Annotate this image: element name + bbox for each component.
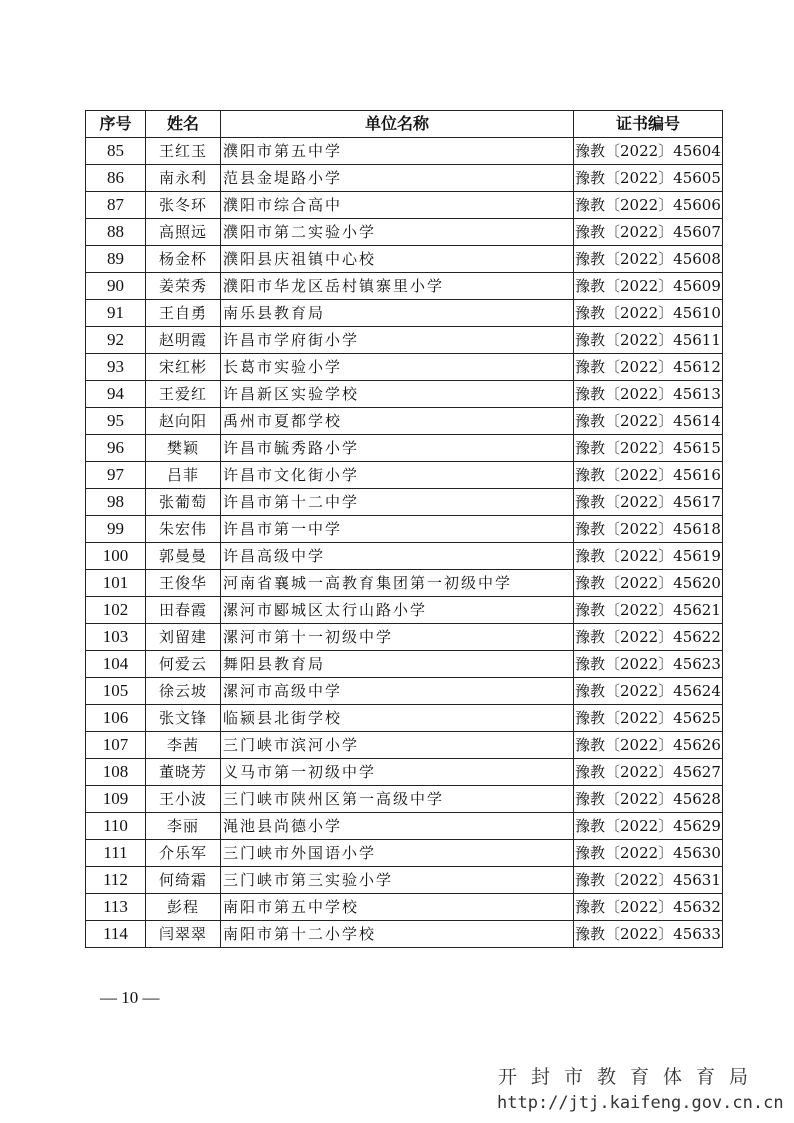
table-row xyxy=(86,651,723,678)
table-row xyxy=(86,219,723,246)
index-cell: 92 xyxy=(86,327,146,354)
name-cell: 高照远 xyxy=(146,219,221,246)
index-cell: 107 xyxy=(86,732,146,759)
name-cell: 彭程 xyxy=(146,894,221,921)
table-row xyxy=(86,894,723,921)
cert-no-cell: 豫教〔2022〕45604 xyxy=(574,138,723,165)
unit-cell: 舞阳县教育局 xyxy=(221,651,574,678)
cert-no-cell: 豫教〔2022〕45608 xyxy=(574,246,723,273)
cert-no-cell: 豫教〔2022〕45615 xyxy=(574,435,723,462)
table-row xyxy=(86,246,723,273)
unit-cell: 漯河市高级中学 xyxy=(221,678,574,705)
index-cell: 94 xyxy=(86,381,146,408)
cert-no-cell: 豫教〔2022〕45613 xyxy=(574,381,723,408)
index-cell: 112 xyxy=(86,867,146,894)
watermark-org: 开封市教育体育局 xyxy=(498,1066,763,1088)
index-cell: 103 xyxy=(86,624,146,651)
cert-no-cell: 豫教〔2022〕45609 xyxy=(574,273,723,300)
index-cell: 113 xyxy=(86,894,146,921)
table-row xyxy=(86,732,723,759)
name-cell: 王小波 xyxy=(146,786,221,813)
cert-no-cell: 豫教〔2022〕45611 xyxy=(574,327,723,354)
unit-cell: 三门峡市陕州区第一高级中学 xyxy=(221,786,574,813)
name-cell: 杨金杯 xyxy=(146,246,221,273)
name-cell: 李丽 xyxy=(146,813,221,840)
watermark-url: http://jtj.kaifeng.gov.cn.cn xyxy=(497,1093,784,1113)
index-cell: 98 xyxy=(86,489,146,516)
unit-cell: 三门峡市滨河小学 xyxy=(221,732,574,759)
table-row xyxy=(86,327,723,354)
unit-cell: 南阳市第十二小学校 xyxy=(221,921,574,948)
certificate-table xyxy=(85,110,723,948)
name-cell: 赵向阳 xyxy=(146,408,221,435)
index-cell: 111 xyxy=(86,840,146,867)
name-cell: 田春霞 xyxy=(146,597,221,624)
table-row xyxy=(86,867,723,894)
name-cell: 董晓芳 xyxy=(146,759,221,786)
header-name: 姓名 xyxy=(146,111,221,138)
index-cell: 85 xyxy=(86,138,146,165)
table-row xyxy=(86,273,723,300)
cert-no-cell: 豫教〔2022〕45606 xyxy=(574,192,723,219)
header-unit: 单位名称 xyxy=(221,111,574,138)
table-row xyxy=(86,354,723,381)
unit-cell: 渑池县尚德小学 xyxy=(221,813,574,840)
table-row xyxy=(86,624,723,651)
name-cell: 南永利 xyxy=(146,165,221,192)
cert-no-cell: 豫教〔2022〕45618 xyxy=(574,516,723,543)
index-cell: 89 xyxy=(86,246,146,273)
table-row xyxy=(86,543,723,570)
index-cell: 91 xyxy=(86,300,146,327)
unit-cell: 许昌新区实验学校 xyxy=(221,381,574,408)
cert-no-cell: 豫教〔2022〕45610 xyxy=(574,300,723,327)
cert-no-cell: 豫教〔2022〕45623 xyxy=(574,651,723,678)
index-cell: 90 xyxy=(86,273,146,300)
cert-no-cell: 豫教〔2022〕45628 xyxy=(574,786,723,813)
cert-no-cell: 豫教〔2022〕45621 xyxy=(574,597,723,624)
name-cell: 朱宏伟 xyxy=(146,516,221,543)
table-row xyxy=(86,705,723,732)
name-cell: 樊颖 xyxy=(146,435,221,462)
index-cell: 87 xyxy=(86,192,146,219)
name-cell: 何爱云 xyxy=(146,651,221,678)
table-row xyxy=(86,759,723,786)
table-row xyxy=(86,300,723,327)
index-cell: 97 xyxy=(86,462,146,489)
table-row xyxy=(86,381,723,408)
cert-no-cell: 豫教〔2022〕45625 xyxy=(574,705,723,732)
name-cell: 张文锋 xyxy=(146,705,221,732)
unit-cell: 濮阳市综合高中 xyxy=(221,192,574,219)
unit-cell: 范县金堤路小学 xyxy=(221,165,574,192)
name-cell: 王爱红 xyxy=(146,381,221,408)
index-cell: 86 xyxy=(86,165,146,192)
index-cell: 100 xyxy=(86,543,146,570)
index-cell: 99 xyxy=(86,516,146,543)
unit-cell: 许昌市第一中学 xyxy=(221,516,574,543)
unit-cell: 临颍县北街学校 xyxy=(221,705,574,732)
name-cell: 闫翠翠 xyxy=(146,921,221,948)
table-row xyxy=(86,597,723,624)
cert-no-cell: 豫教〔2022〕45626 xyxy=(574,732,723,759)
cert-no-cell: 豫教〔2022〕45620 xyxy=(574,570,723,597)
unit-cell: 许昌市第十二中学 xyxy=(221,489,574,516)
name-cell: 王红玉 xyxy=(146,138,221,165)
table-row xyxy=(86,165,723,192)
table-row xyxy=(86,678,723,705)
unit-cell: 南阳市第五中学校 xyxy=(221,894,574,921)
cert-no-cell: 豫教〔2022〕45622 xyxy=(574,624,723,651)
index-cell: 106 xyxy=(86,705,146,732)
name-cell: 姜荣秀 xyxy=(146,273,221,300)
index-cell: 110 xyxy=(86,813,146,840)
cert-no-cell: 豫教〔2022〕45633 xyxy=(574,921,723,948)
index-cell: 109 xyxy=(86,786,146,813)
table-row xyxy=(86,489,723,516)
cert-no-cell: 豫教〔2022〕45630 xyxy=(574,840,723,867)
index-cell: 96 xyxy=(86,435,146,462)
name-cell: 张冬环 xyxy=(146,192,221,219)
unit-cell: 禹州市夏都学校 xyxy=(221,408,574,435)
name-cell: 介乐军 xyxy=(146,840,221,867)
name-cell: 刘留建 xyxy=(146,624,221,651)
header-index: 序号 xyxy=(86,111,146,138)
table-row xyxy=(86,435,723,462)
unit-cell: 许昌市文化街小学 xyxy=(221,462,574,489)
cert-no-cell: 豫教〔2022〕45619 xyxy=(574,543,723,570)
unit-cell: 许昌市学府街小学 xyxy=(221,327,574,354)
cert-no-cell: 豫教〔2022〕45629 xyxy=(574,813,723,840)
table-row xyxy=(86,408,723,435)
table-row xyxy=(86,813,723,840)
unit-cell: 濮阳市第二实验小学 xyxy=(221,219,574,246)
unit-cell: 濮阳市第五中学 xyxy=(221,138,574,165)
unit-cell: 漯河市郾城区太行山路小学 xyxy=(221,597,574,624)
page-number: — 10 — xyxy=(100,988,160,1007)
unit-cell: 长葛市实验小学 xyxy=(221,354,574,381)
index-cell: 102 xyxy=(86,597,146,624)
cert-no-cell: 豫教〔2022〕45631 xyxy=(574,867,723,894)
table-row xyxy=(86,570,723,597)
unit-cell: 南乐县教育局 xyxy=(221,300,574,327)
name-cell: 李茜 xyxy=(146,732,221,759)
unit-cell: 三门峡市外国语小学 xyxy=(221,840,574,867)
cert-no-cell: 豫教〔2022〕45632 xyxy=(574,894,723,921)
table-row xyxy=(86,462,723,489)
cert-no-cell: 豫教〔2022〕45614 xyxy=(574,408,723,435)
name-cell: 张葡萄 xyxy=(146,489,221,516)
table-header-row xyxy=(86,111,723,138)
index-cell: 114 xyxy=(86,921,146,948)
unit-cell: 濮阳市华龙区岳村镇寨里小学 xyxy=(221,273,574,300)
cert-no-cell: 豫教〔2022〕45627 xyxy=(574,759,723,786)
table-row xyxy=(86,840,723,867)
cert-no-cell: 豫教〔2022〕45616 xyxy=(574,462,723,489)
name-cell: 王自勇 xyxy=(146,300,221,327)
unit-cell: 许昌高级中学 xyxy=(221,543,574,570)
name-cell: 王俊华 xyxy=(146,570,221,597)
index-cell: 108 xyxy=(86,759,146,786)
table-row xyxy=(86,516,723,543)
header-cert-no: 证书编号 xyxy=(574,111,723,138)
unit-cell: 三门峡市第三实验小学 xyxy=(221,867,574,894)
table-row xyxy=(86,921,723,948)
name-cell: 何绮霜 xyxy=(146,867,221,894)
index-cell: 104 xyxy=(86,651,146,678)
unit-cell: 濮阳县庆祖镇中心校 xyxy=(221,246,574,273)
name-cell: 徐云坡 xyxy=(146,678,221,705)
name-cell: 郭曼曼 xyxy=(146,543,221,570)
cert-no-cell: 豫教〔2022〕45607 xyxy=(574,219,723,246)
table-row xyxy=(86,192,723,219)
cert-no-cell: 豫教〔2022〕45612 xyxy=(574,354,723,381)
cert-no-cell: 豫教〔2022〕45624 xyxy=(574,678,723,705)
name-cell: 宋红彬 xyxy=(146,354,221,381)
index-cell: 88 xyxy=(86,219,146,246)
cert-no-cell: 豫教〔2022〕45617 xyxy=(574,489,723,516)
name-cell: 赵明霞 xyxy=(146,327,221,354)
unit-cell: 许昌市毓秀路小学 xyxy=(221,435,574,462)
table-row xyxy=(86,138,723,165)
index-cell: 101 xyxy=(86,570,146,597)
name-cell: 吕菲 xyxy=(146,462,221,489)
unit-cell: 河南省襄城一高教育集团第一初级中学 xyxy=(221,570,574,597)
index-cell: 95 xyxy=(86,408,146,435)
cert-no-cell: 豫教〔2022〕45605 xyxy=(574,165,723,192)
index-cell: 93 xyxy=(86,354,146,381)
index-cell: 105 xyxy=(86,678,146,705)
unit-cell: 漯河市第十一初级中学 xyxy=(221,624,574,651)
unit-cell: 义马市第一初级中学 xyxy=(221,759,574,786)
table-row xyxy=(86,786,723,813)
